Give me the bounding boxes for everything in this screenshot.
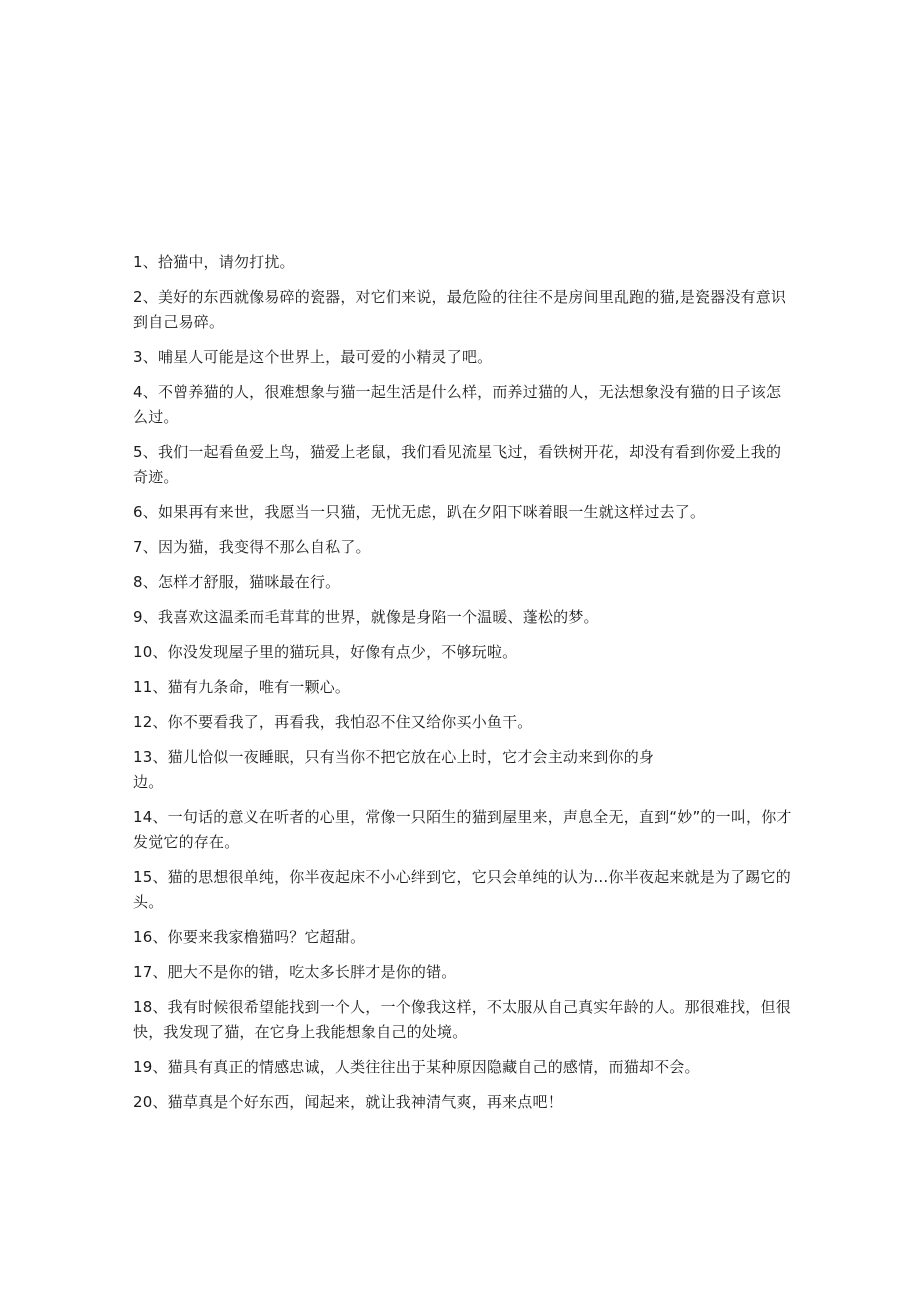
list-item: 3、哺星人可能是这个世界上，最可爱的小精灵了吧。 [133, 348, 493, 366]
list-item: 19、猫具有真正的情感忠诚，人类往往出于某种原因隐藏自己的感情，而猫却不会。 [133, 1058, 700, 1076]
list-item: 4、不曾养猫的人，很难想象与猫一起生活是什么样，而养过猫的人，无法想象没有猫的日子该怎么过。 [133, 383, 782, 426]
list-item: 1、拾猫中，请勿打扰。 [133, 253, 295, 271]
list-item: 11、猫有九条命，唯有一颗心。 [133, 678, 351, 696]
list-item: 5、我们一起看鱼爱上鸟，猫爱上老鼠，我们看见流星飞过，看铁树开花，却没有看到你爱上我的奇迹。 [133, 443, 782, 486]
list-item: 20、猫草真是个好东西，闻起来，就让我神清气爽，再来点吧！ [133, 1093, 563, 1111]
list-item: 14、一句话的意义在听者的心里，常像一只陌生的猫到屋里来，声息全无，直到“妙”的一叫，你才发觉它的存在。 [133, 808, 792, 851]
list-item: 16、你要来我家橹猫吗？它超甜。 [133, 928, 366, 946]
quote-list [133, 250, 793, 1125]
list-item: 8、怎样才舒服，猫咪最在行。 [133, 573, 341, 591]
list-item: 10、你没发现屋子里的猫玩具，好像有点少，不够玩啦。 [133, 643, 518, 661]
list-item: 6、如果再有来世，我愿当一只猫，无忧无虑，趴在夕阳下咪着眼一生就这样过去了。 [133, 503, 706, 521]
list-item: 2、美好的东西就像易碎的瓷器，对它们来说，最危险的往往不是房间里乱跑的猫,是瓷器没有意识到自己易碎。 [133, 288, 787, 331]
list-item: 9、我喜欢这温柔而毛茸茸的世界，就像是身陷一个温暖、蓬松的梦。 [133, 608, 599, 626]
list-item: 15、猫的思想很单纯，你半夜起床不小心绊到它，它只会单纯的认为…你半夜起来就是为了踢它的头。 [133, 868, 791, 911]
list-item: 12、你不要看我了，再看我，我怕忍不住又给你买小鱼干。 [133, 713, 533, 731]
list-item: 17、肥大不是你的错，吃太多长胖才是你的错。 [133, 963, 457, 981]
list-item: 18、我有时候很希望能找到一个人，一个像我这样，不太服从自己真实年龄的人。那很难找，但很快，我发现了猫，在它身上我能想象自己的处境。 [133, 998, 791, 1041]
list-item: 7、因为猫，我变得不那么自私了。 [133, 538, 371, 556]
list-item: 13、猫儿恰似一夜睡眠，只有当你不把它放在心上时，它才会主动来到你的身 边。 [133, 748, 655, 791]
